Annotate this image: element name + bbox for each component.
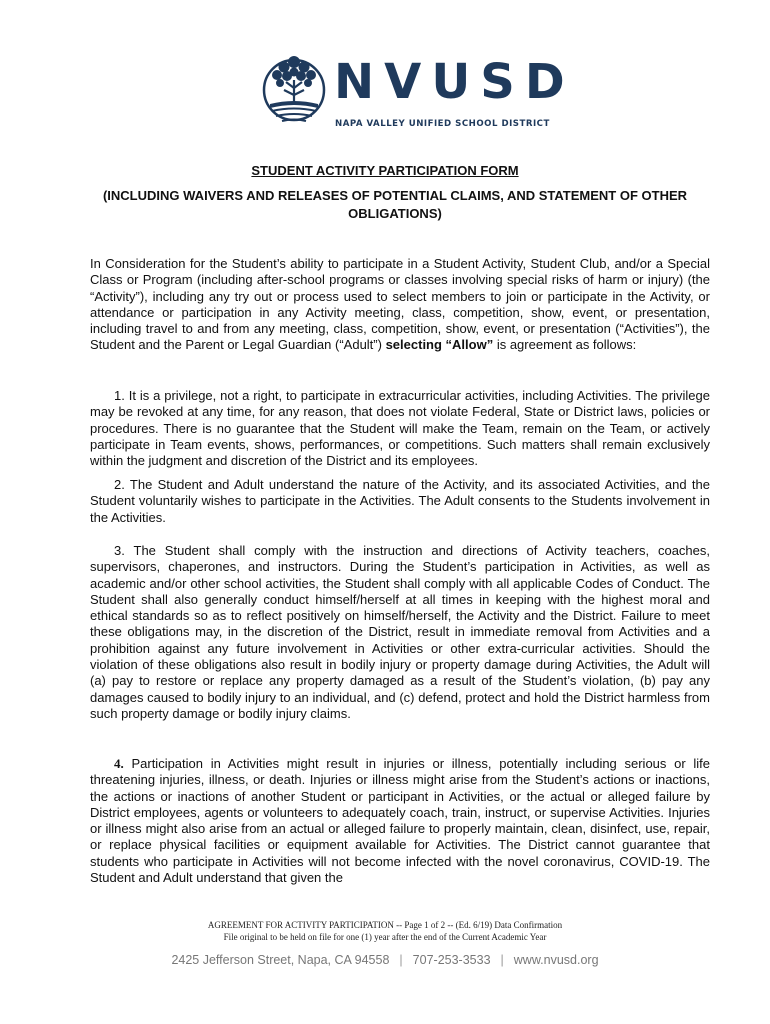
- paragraph-4-number: 4.: [114, 756, 124, 771]
- footer-retention-line: File original to be held on file for one (1) year after the end of the Current Academic Year: [223, 932, 547, 942]
- footer-website-link[interactable]: www.nvusd.org: [513, 953, 599, 967]
- nvusd-logo: [260, 50, 575, 140]
- paragraph-1: [90, 388, 710, 469]
- footer-phone: 707-253-3533: [412, 953, 491, 967]
- paragraph-2-text: 2. The Student and Adult understand the nature of the Activity, and its associated Activities, and the Student voluntarily wishes to participate in the Activities. The Adult consents to the Students involvement in the Activities.: [90, 477, 710, 525]
- paragraph-4-text: Participation in Activities might result in injuries or illness, potentially including serious or life threatening injuries, illness, or death. Injuries or illness might arise from the Student’s actions or inactions, the actions or inactions of another Student or participant in Activities, or the actual or alleged failure by District employees, agents or volunteers to adequately coach, train, instruct, or supervise Activities. Injuries or illness might also arise from an actual or alleged failure to properly maintain, clean, disinfect, use, repair, or replace physical facilities or equipment available for Activities. The District cannot guarantee that students who participate in Activities will not become infected with the novel coronavirus, COVID-19. The Student and Adult understand that given the: [90, 756, 710, 886]
- intro-text: In Consideration for the Student’s ability to participate in a Student Activity, Student Club, and/or a Special Class or Program (including after-school programs or classes involving special risks of harm or injury) (the “Activity”), including any try out or process used to select members to join or participate in the Activity, or attendance or participation in any Activity meeting, class, competition, show, event, or presentation, including travel to and from any meeting, class, competition, show, event, or presentation (“Activities”), the Student and the Parent or Legal Guardian (“Adult”): [90, 256, 710, 353]
- paragraph-3-text: 3. The Student shall comply with the instruction and directions of Activity teachers, coaches, supervisors, chaperones, and instructors. During the Student’s participation in Activities, as well as academic and/or other school activities, the Student shall comply with all applicable Codes of Conduct. The Student shall also generally conduct himself/herself at all times in keeping with the highest moral and ethical standards so as to reflect positively on himself/herself, the Activity and the District. Failure to meet these obligations may, in the discretion of the District, result in immediate removal from Activities and a prohibition against any future involvement in Activities or other extra-curricular activities. Should the violation of these obligations also result in bodily injury or property damage during Activities, the Adult will (a) pay to restore or replace any property damaged as a result of the Student’s violation, (b) pay any damages caused to bodily injury to an individual, and (c) defend, protect and hold the District harmless from such property damage or bodily injury claims.: [90, 543, 710, 721]
- footer-contact: [0, 953, 770, 967]
- footer-separator: |: [500, 953, 504, 967]
- footer-separator: |: [399, 953, 403, 967]
- tree-icon: [260, 50, 328, 136]
- paragraph-2: [90, 477, 710, 526]
- paragraph-4: [90, 756, 710, 886]
- logo-subtitle: NAPA VALLEY UNIFIED SCHOOL DISTRICT: [335, 119, 550, 129]
- form-subtitle: (INCLUDING WAIVERS AND RELEASES OF POTENTIAL CLAIMS, AND STATEMENT OF OTHER OBLIGATIONS): [102, 188, 688, 221]
- intro-paragraph: [90, 256, 710, 354]
- form-title: STUDENT ACTIVITY PARTICIPATION FORM: [251, 163, 519, 178]
- intro-bold-text: selecting “Allow”: [385, 337, 494, 353]
- footer-address: 2425 Jefferson Street, Napa, CA 94558: [171, 953, 390, 967]
- logo-wordmark: NVUSD: [334, 54, 575, 110]
- footer-agreement-line: AGREEMENT FOR ACTIVITY PARTICIPATION -- Page 1 of 2 -- (Ed. 6/19) Data Confirmation: [207, 920, 563, 930]
- paragraph-3: [90, 543, 710, 722]
- intro-tail-text: is agreement as follows:: [493, 337, 637, 353]
- paragraph-1-text: 1. It is a privilege, not a right, to participate in extracurricular activities, including Activities. The privilege may be revoked at any time, for any reason, that does not violate Federal, State or District laws, policies or procedures. There is no guarantee that the Student will make the Team, remain on the Team, or actively participate in Team events, shows, performances, or competitions. Such matters shall remain exclusively within the judgment and discretion of the District and its employees.: [90, 388, 710, 469]
